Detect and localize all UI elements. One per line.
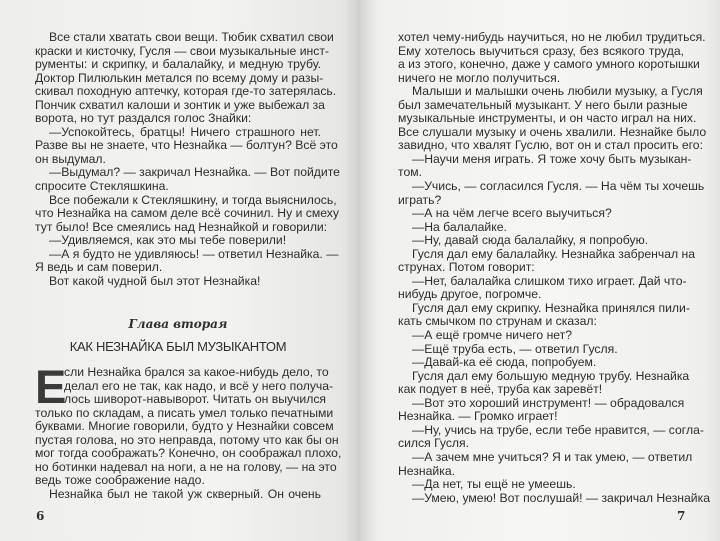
- text-line: лось шиворот-навыворот. Читать он выучился: [64, 392, 327, 407]
- paragraph: [398, 422, 704, 451]
- text-line: спросите Стекляшкина.: [35, 179, 169, 194]
- text-line: —Нет, балалайка слишком тихо играет. Дай что-: [412, 273, 687, 288]
- text-line: Малыши и малышки очень любили музыку, а Гусля: [412, 84, 703, 99]
- text-line: тут было! Все смеялись над Незнайкой и говорили:: [35, 219, 328, 234]
- paragraph: [35, 488, 321, 502]
- text-line: Ему хотелось выучиться сразу, без всякого труда,: [398, 43, 684, 58]
- left-page-text: [35, 30, 340, 288]
- text-line: Разве вы не знаете, что Незнайка — болтун? Всё это: [35, 138, 338, 153]
- text-line: —Научи меня играть. Я тоже хочу быть музыкан-: [412, 151, 692, 166]
- text-line: ведь тоже соображение надо.: [35, 473, 205, 488]
- right-page: [360, 0, 720, 541]
- paragraph: [398, 221, 684, 235]
- text-line: —Удивляемся, как это мы тебе поверили!: [49, 233, 287, 248]
- text-line: —Вот это хороший инструмент! — обрадовался: [412, 395, 685, 410]
- right-page-text: [398, 30, 710, 505]
- chapter-label: Глава вторая: [128, 317, 228, 331]
- text-line: завидно, что хвалят Гуслю, вот он и стал просить его:: [398, 138, 703, 153]
- text-line: Вот какой чудной был этот Незнайка!: [49, 273, 261, 288]
- page-number: 7: [677, 509, 686, 523]
- text-line: сли Незнайка брался за какое-нибудь дело, то: [64, 365, 329, 379]
- text-line: Гусля дал ему скрипку. Незнайка принялся пили-: [412, 300, 690, 315]
- paragraph: [398, 179, 705, 207]
- text-line: —Да нет, ты ещё не умеешь.: [412, 477, 576, 492]
- text-line: Все побежали к Стекляшкину, и тогда выяснилось,: [49, 192, 337, 207]
- text-line: ворота, но тут раздался голос Знайки:: [35, 111, 252, 126]
- text-line: Все стали хватать свои вещи. Тюбик схватил свои: [49, 30, 334, 44]
- paragraph: [398, 449, 693, 478]
- text-line: —Учись, — согласился Гусля. — На чём ты хочешь: [412, 179, 705, 194]
- paragraph: [398, 356, 684, 370]
- paragraph: [398, 246, 696, 275]
- paragraph: [35, 275, 321, 289]
- paragraph: [398, 329, 684, 343]
- paragraph: [398, 300, 690, 329]
- paragraph: [35, 124, 338, 167]
- paragraph: [35, 234, 321, 248]
- text-line: сился Гусля.: [398, 436, 470, 451]
- text-line: —На балалайке.: [412, 219, 507, 234]
- text-line: музыкальные инструменты, и он часто играл на них.: [398, 111, 697, 126]
- text-line: как подует в неё, труба как заревёт!: [398, 382, 603, 397]
- text-line: —А я будто не удивляюсь! — ответил Незнайка. —: [49, 246, 339, 261]
- text-line: том.: [398, 165, 422, 180]
- text-line: Доктор Пилюлькин метался по всему дому и разы-: [35, 70, 324, 85]
- text-line: нибудь другое, погромче.: [398, 287, 542, 302]
- text-line: —Успокойтесь, братцы! Ничего страшного нет.: [49, 124, 321, 139]
- text-line: —Ну, давай сюда балалайку, я попробую.: [412, 233, 649, 248]
- paragraph: [398, 273, 687, 302]
- text-line: хотел чему-нибудь научиться, но не любил трудиться.: [398, 30, 706, 44]
- text-line: Я ведь и сам поверил.: [35, 260, 163, 275]
- text-line: но ботинки надевал на ноги, а не на голову, — на это: [35, 459, 337, 474]
- text-line: —Давай-ка её сюда, попробуем.: [412, 355, 597, 370]
- text-line: —Ну, учись на трубе, если тебе нравится, — согла-: [412, 422, 704, 437]
- page-number: 6: [36, 509, 45, 523]
- chapter-text: [35, 360, 342, 501]
- text-line: рументы: и скрипку, и балалайку, и медную трубу.: [35, 57, 321, 72]
- paragraph: [398, 397, 684, 424]
- text-line: Гусля дал ему большую медную трубу. Незнайка: [412, 368, 690, 383]
- text-line: Незнайка.: [398, 463, 455, 478]
- paragraph: [35, 30, 337, 126]
- text-line: Гусля дал ему балалайку. Незнайка забренчал на: [412, 246, 696, 261]
- paragraph: [35, 246, 339, 275]
- text-line: ничего не могло получиться.: [398, 70, 561, 85]
- paragraph: [398, 151, 692, 180]
- paragraph: [398, 30, 706, 85]
- text-line: а из этого, конечно, даже у самого умного коротышки: [398, 57, 700, 72]
- paragraph: [398, 490, 710, 506]
- text-line: Пончик схватил калоши и зонтик и уже выбежал за: [35, 97, 325, 112]
- text-line: играть?: [398, 192, 442, 207]
- text-line: Незнайка. — Громко играет!: [398, 409, 558, 424]
- text-line: скивал походную аптечку, которая где-то затерялась.: [35, 84, 337, 99]
- paragraph: [398, 343, 684, 357]
- chapter-title: КАК НЕЗНАЙКА БЫЛ МУЗЫКАНТОМ: [69, 339, 287, 354]
- paragraph: [35, 192, 339, 235]
- text-line: —Ещё труба есть, — ответил Гусля.: [412, 341, 618, 356]
- text-line: мог тогда соображать? Конечно, он соображал плохо,: [35, 446, 342, 461]
- text-line: он выдумал.: [35, 151, 106, 166]
- paragraph: [398, 84, 707, 153]
- text-line: —А на чём легче всего выучиться?: [412, 206, 612, 221]
- text-line: буквами. Многие говорили, будто у Незнайки совсем: [35, 419, 334, 434]
- text-line: кать смычком по струнам и сказал:: [398, 314, 597, 329]
- text-line: —Умею, умею! Вот послушай! — закричал Незнайка: [412, 490, 710, 505]
- paragraph: [398, 207, 684, 221]
- paragraph: [35, 360, 342, 488]
- text-line: —Выдумал? — закричал Незнайка. — Вот пойдите: [49, 165, 340, 180]
- text-line: —А зачем мне учиться? Я и так умею, — ответил: [412, 449, 693, 464]
- text-line: пустая голова, но это неправда, потому что как бы он: [35, 432, 339, 447]
- text-line: Все слушали музыку и очень хвалили. Незнайке было: [398, 124, 707, 139]
- text-line: краски и кисточку, Гусля — свои музыкальные инст-: [35, 43, 329, 58]
- text-line: —А ещё громче ничего нет?: [412, 328, 573, 343]
- paragraph: [398, 478, 684, 492]
- text-line: делал его не так, как надо, и всё у него получа-: [64, 378, 334, 393]
- paragraph: [398, 234, 684, 248]
- text-line: струнах. Потом говорит:: [398, 260, 535, 275]
- text-line: что Незнайка на самом деле всё сочинил. Ну и смеху: [35, 206, 339, 221]
- paragraph: [35, 165, 340, 194]
- text-line: только по складам, а писать умел только печатными: [35, 405, 334, 420]
- text-line: Незнайка был не такой уж скверный. Он очень: [49, 486, 321, 501]
- drop-cap: Е: [35, 360, 67, 413]
- text-line: был замечательный музыкант. У него были разные: [398, 97, 688, 112]
- paragraph: [398, 368, 690, 397]
